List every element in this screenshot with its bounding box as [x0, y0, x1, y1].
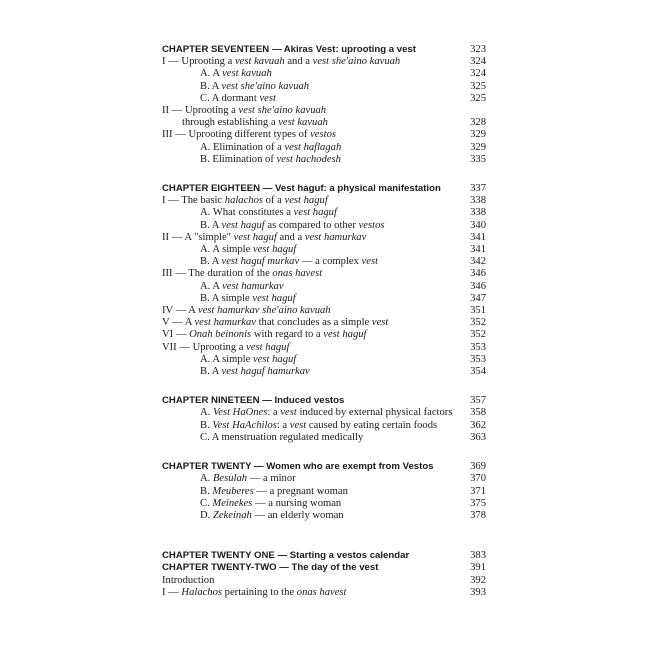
page-number: 362 [470, 419, 486, 431]
entry-text-part: : a [267, 407, 281, 419]
italic-term: Vest HaAchilos [212, 419, 277, 431]
toc-entry-text [162, 498, 464, 510]
chapter-title: CHAPTER SEVENTEEN — Akiras Vest: uprooting a vest [162, 44, 416, 55]
toc-entry-text [162, 117, 464, 129]
italic-term: vest haguf [284, 195, 328, 207]
toc-section [162, 461, 486, 522]
entry-text-part: D. [200, 509, 213, 521]
toc-entry-text [162, 407, 464, 419]
toc-entry-text [162, 232, 464, 244]
italic-term: vest haguf [252, 244, 297, 256]
italic-term: vest [361, 256, 379, 268]
entry-text-part: B. [200, 485, 213, 497]
chapter-heading[interactable] [162, 461, 486, 473]
toc-entry-text [162, 293, 464, 305]
page-number: 352 [470, 329, 486, 341]
page-number: 378 [470, 509, 486, 521]
toc-entry[interactable] [162, 232, 486, 244]
toc-entry-text [162, 268, 464, 280]
entry-text-part: pertaining to the [222, 586, 297, 598]
toc-entry[interactable] [162, 575, 486, 587]
toc-entry[interactable] [162, 81, 486, 93]
entry-text-part: as compared to other [264, 219, 359, 231]
italic-term: halachos [224, 195, 264, 207]
toc-entry-text [162, 207, 464, 219]
page-number: 335 [470, 153, 486, 165]
toc-entry-text [162, 317, 464, 329]
italic-term: Onah beinonis [189, 329, 252, 341]
entry-text-part: II — A "simple" [162, 231, 234, 243]
italic-term: Besulah [212, 473, 248, 485]
entry-text-part: C. A menstruation regulated medically [200, 431, 364, 443]
entry-text-part: caused by eating certain foods [306, 419, 438, 431]
chapter-title: CHAPTER TWENTY-TWO — The day of the vest [162, 562, 379, 574]
toc-entry[interactable] [162, 281, 486, 293]
page-number: 341 [470, 244, 486, 256]
italic-term: vest haguf [252, 353, 297, 365]
toc-entry[interactable] [162, 117, 486, 129]
toc-entry[interactable] [162, 407, 486, 419]
page-number: 324 [470, 56, 486, 68]
italic-term: vest [259, 92, 276, 104]
page-number: 323 [470, 44, 486, 55]
toc-entry[interactable] [162, 420, 486, 432]
entry-text-part: — a pregnant woman [253, 485, 348, 497]
toc-entry-text [162, 142, 464, 154]
toc-entry[interactable] [162, 244, 486, 256]
entry-text-part: that concludes as a simple [255, 317, 372, 329]
entry-text-part: A. A simple [200, 244, 253, 256]
page-number: 358 [470, 407, 486, 419]
chapter-title: CHAPTER TWENTY — Women who are exempt from Vestos [162, 461, 434, 473]
entry-text-part: A. What constitutes a [200, 207, 294, 219]
italic-term: vest hamurkav [194, 317, 256, 329]
toc-entry[interactable] [162, 329, 486, 341]
toc-entry[interactable] [162, 154, 486, 166]
italic-term: vest haguf [323, 329, 367, 341]
page-number: 363 [470, 431, 486, 443]
italic-term: vestos [358, 219, 385, 231]
entry-text-part: — an elderly woman [251, 509, 344, 521]
page-number: 329 [470, 141, 486, 153]
entry-text-part: — a complex [299, 256, 362, 268]
page-number: 346 [470, 280, 486, 292]
entry-text-part: B. A [200, 366, 222, 378]
italic-term: vest [280, 407, 297, 419]
entry-text-part: A. A simple [200, 353, 253, 365]
entry-text-part: IV — A [162, 305, 199, 317]
toc-entry[interactable] [162, 587, 486, 599]
chapter-title: CHAPTER EIGHTEEN — Vest haguf: a physical manifestation [162, 183, 441, 195]
italic-term: onas havest [296, 586, 347, 598]
entry-text-part: B. A [200, 80, 222, 92]
toc-entry-text [162, 195, 464, 207]
entry-text-part: V — A [162, 317, 195, 329]
page-number: 352 [470, 317, 486, 329]
toc-section [162, 183, 486, 378]
entry-text-part: VII — Uprooting a [162, 341, 247, 353]
toc-entry[interactable] [162, 207, 486, 219]
toc-entry[interactable] [162, 293, 486, 305]
page-number: 338 [470, 195, 486, 207]
italic-term: vest haguf [293, 207, 337, 219]
toc-entry[interactable] [162, 432, 486, 444]
toc-entry[interactable] [162, 510, 486, 522]
entry-text-part: B. Elimination of [200, 153, 277, 165]
toc-entry[interactable] [162, 498, 486, 510]
chapter-title: CHAPTER NINETEEN — Induced vestos [162, 395, 345, 407]
toc-entry[interactable] [162, 105, 486, 117]
italic-term: vest haguf murkav [221, 256, 300, 268]
italic-term: vestos [310, 129, 336, 141]
toc-entry-text [162, 244, 464, 256]
entry-text-part: C. [200, 497, 213, 509]
italic-term: vest haguf hamurkav [221, 366, 310, 378]
toc-entry[interactable] [162, 220, 486, 232]
toc-entry-text [162, 256, 464, 268]
entry-text-part: III — Uprooting different types of [162, 129, 311, 141]
page-number: 340 [470, 219, 486, 231]
toc-entry-text [162, 366, 464, 378]
toc-entry-text [162, 105, 480, 117]
entry-text-part: and a [276, 231, 305, 243]
toc-entry-text [162, 575, 464, 587]
entry-text-part: B. [200, 419, 213, 431]
toc-entry-text [162, 68, 464, 80]
toc-entry[interactable] [162, 68, 486, 80]
italic-term: vest hamurkav [304, 231, 367, 243]
page-number: 353 [470, 341, 486, 353]
page-number: 369 [470, 461, 486, 473]
italic-term: vest haguf [252, 292, 296, 304]
entry-text-part: B. A simple [200, 292, 253, 304]
italic-term: vest hamurkav [222, 280, 284, 292]
page-number: 329 [470, 129, 486, 141]
page-number: 347 [470, 292, 486, 304]
toc-section [162, 562, 486, 599]
italic-term: Meuberes [212, 485, 254, 497]
page-number: 342 [470, 256, 486, 268]
entry-text-part: A. Elimination of a [200, 141, 285, 153]
entry-text-part: I — Uprooting a [162, 56, 235, 68]
entry-text-part: I — The basic [162, 195, 225, 207]
italic-term: vest kavuah [234, 56, 285, 68]
entry-text-part: III — The duration of the [162, 268, 273, 280]
entry-text-part: — a nursing woman [252, 497, 342, 509]
page-number: 357 [470, 395, 486, 407]
entry-text-part: A. [200, 473, 213, 485]
toc-entry[interactable] [162, 486, 486, 498]
toc-entry-text [162, 473, 464, 485]
page-number: 338 [470, 207, 486, 219]
entry-text-part: induced by external physical factors [296, 407, 453, 419]
italic-term: vest hachodesh [276, 153, 341, 165]
toc-entry-text [162, 587, 464, 599]
toc-entry-text [162, 93, 464, 105]
toc-entry[interactable] [162, 256, 486, 268]
page-number: 346 [470, 268, 486, 280]
entry-text-part: I — [162, 586, 182, 598]
toc-entry[interactable] [162, 142, 486, 154]
page-number: 351 [470, 305, 486, 317]
entry-text-part: C. A dormant [200, 92, 260, 104]
italic-term: vest she'aino kavuah [221, 80, 310, 92]
entry-text-part: Introduction [162, 574, 215, 586]
toc-entry-text [162, 56, 464, 68]
italic-term: Meinekes [212, 497, 253, 509]
toc-entry-text [162, 329, 464, 341]
page-number: 325 [470, 92, 486, 104]
toc-entry-text [162, 305, 464, 317]
toc-entry-text [162, 129, 464, 141]
toc-entry-text [162, 486, 464, 498]
toc-entry[interactable] [162, 56, 486, 68]
toc-entry[interactable] [162, 305, 486, 317]
toc-entry[interactable] [162, 317, 486, 329]
italic-term: vest [371, 317, 389, 329]
entry-text-part: B. A [200, 219, 222, 231]
page-number: 337 [470, 183, 486, 195]
page-number: 391 [470, 562, 486, 574]
toc-entry-text [162, 154, 464, 166]
toc-entry-text [162, 81, 464, 93]
toc-section [162, 550, 486, 562]
italic-term: Halachos [181, 586, 223, 598]
toc-entry[interactable] [162, 268, 486, 280]
entry-text-part: and a [284, 56, 313, 68]
page-number: 324 [470, 68, 486, 80]
toc-entry[interactable] [162, 473, 486, 485]
page-number: 393 [470, 586, 486, 598]
page-number: 328 [470, 117, 486, 129]
italic-term: vest she'aino kavuah [312, 56, 401, 68]
entry-text-part: : a [276, 419, 290, 431]
italic-term: vest [289, 419, 307, 431]
page-number: 325 [470, 80, 486, 92]
italic-term: vest haflagah [284, 141, 342, 153]
italic-term: vest haguf [233, 231, 277, 243]
toc-entry[interactable] [162, 366, 486, 378]
toc-entry[interactable] [162, 354, 486, 366]
toc-section [162, 395, 486, 444]
chapter-title: CHAPTER TWENTY ONE — Starting a vestos calendar [162, 550, 410, 562]
page-number: 371 [470, 485, 486, 497]
italic-term: Zekeinah [212, 509, 252, 521]
toc-entry-text [162, 510, 464, 522]
entry-text-part: with regard to a [251, 329, 324, 341]
entry-text-part: B. A [200, 256, 222, 268]
toc-entry-text [162, 432, 464, 444]
entry-text-part: — a minor [247, 473, 296, 485]
entry-text-part: of a [263, 195, 285, 207]
italic-term: vest hamurkav she'aino kavuah [198, 305, 331, 317]
page-number: 375 [470, 497, 486, 509]
page-number: 392 [470, 574, 486, 586]
italic-term: vest kavuah [222, 68, 272, 80]
chapter-heading[interactable] [162, 183, 486, 195]
toc-entry-text [162, 354, 464, 366]
entry-text-part: II — Uprooting a [162, 105, 239, 117]
toc-entry[interactable] [162, 129, 486, 141]
italic-term: vest haguf [246, 341, 290, 353]
entry-text-part: VI — [162, 329, 190, 341]
chapter-heading[interactable] [162, 562, 486, 574]
entry-text-part: A. A [200, 280, 223, 292]
page-number: 354 [470, 366, 486, 378]
toc-entry-text [162, 281, 464, 293]
page-number: 383 [470, 550, 486, 562]
toc-entry-text [162, 220, 464, 232]
chapter-heading[interactable] [162, 395, 486, 407]
table-of-contents [162, 44, 486, 616]
italic-term: vest she'aino kavuah [238, 105, 327, 117]
italic-term: onas havest [272, 268, 323, 280]
italic-term: Vest HaOnes [212, 407, 268, 419]
entry-text-part: through establishing a [182, 117, 279, 129]
page-number: 370 [470, 473, 486, 485]
page-number: 341 [470, 231, 486, 243]
entry-text-part: A. A [200, 68, 223, 80]
page-number: 353 [470, 353, 486, 365]
toc-section [162, 44, 486, 166]
entry-text-part: A. [200, 407, 213, 419]
toc-entry[interactable] [162, 93, 486, 105]
toc-entry-text [162, 342, 464, 354]
toc-entry-text [162, 420, 464, 432]
chapter-heading[interactable] [162, 550, 486, 562]
toc-entry[interactable] [162, 342, 486, 354]
italic-term: vest kavuah [278, 117, 328, 129]
chapter-heading[interactable] [162, 44, 486, 56]
toc-entry[interactable] [162, 195, 486, 207]
italic-term: vest haguf [221, 219, 265, 231]
